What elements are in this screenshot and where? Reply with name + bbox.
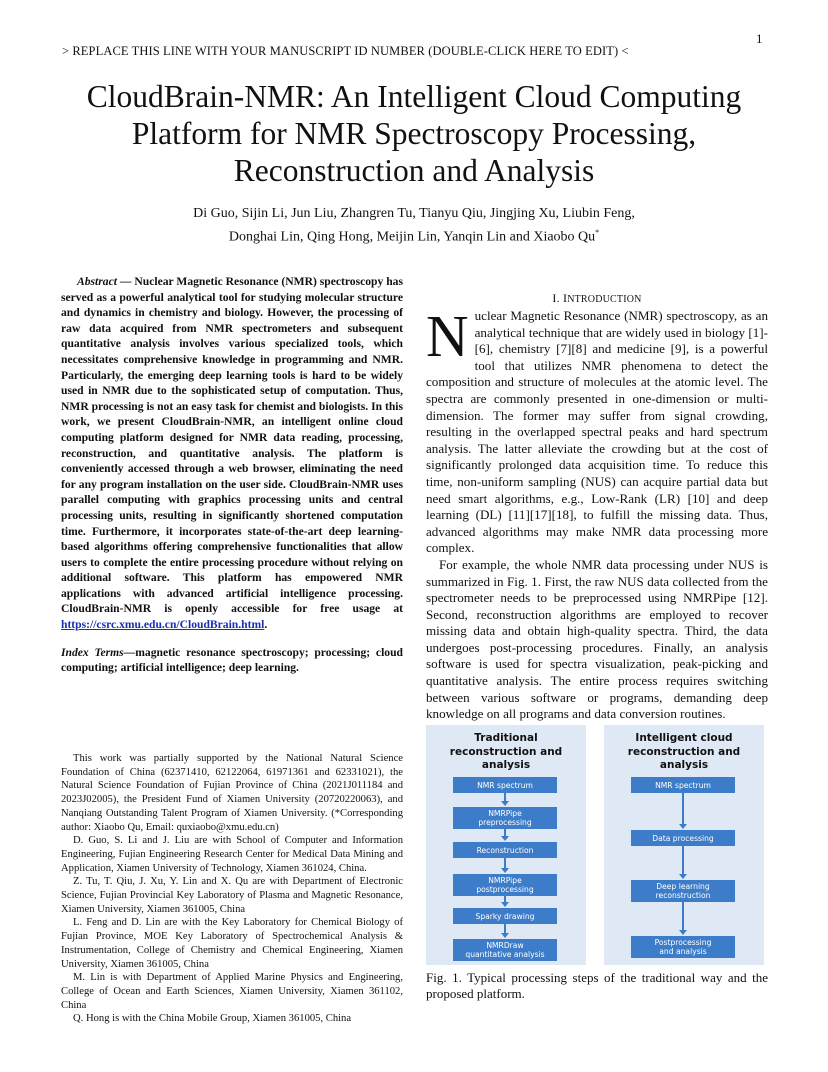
introduction-body — [426, 303, 768, 723]
corresponding-mark: * — [595, 228, 600, 237]
flow-step-label: Sparky drawing — [475, 911, 535, 921]
intro-paragraph — [426, 303, 768, 557]
abstract-end: . — [264, 618, 268, 632]
authors-line: Di Guo, Sijin Li, Jun Liu, Zhangren Tu, Tianyu Qiu, Jingjing Xu, Liubin Feng, — [193, 206, 635, 221]
flow-step-box — [631, 830, 735, 846]
flow-step-label: Postprocessing — [654, 938, 712, 947]
figure-1 — [426, 725, 768, 965]
flow-step-box — [453, 777, 557, 793]
flow-step-box — [453, 842, 557, 858]
flow-step-box — [453, 807, 557, 829]
flow-step-box — [453, 874, 557, 896]
panel-title-line: reconstruction and — [627, 745, 741, 758]
flow-arrow — [504, 896, 506, 903]
abstract — [61, 274, 403, 633]
footnotes — [61, 752, 403, 1026]
abstract-dash: — — [116, 275, 135, 288]
panel-title-line: reconstruction and — [449, 745, 563, 758]
flow-arrow — [504, 793, 506, 802]
flow-step-label: postprocessing — [476, 885, 534, 894]
section-title: NTRODUCTION — [567, 294, 642, 305]
section-numeral: I. — [552, 291, 563, 305]
footnote-affiliation: D. Guo, S. Li and J. Liu are with School of Computer and Information Engineering, Fujian Engineering Research Center for Medical Data Mining and Application, Xiamen University of Technology, Xiamen 361024, China. — [61, 835, 403, 874]
flow-arrow — [682, 846, 684, 875]
title-line: CloudBrain-NMR: An Intelligent Cloud Computing — [86, 79, 742, 114]
intro-paragraph-2: For example, the whole NMR data processing under NUS is summarized in Fig. 1. First, the raw NUS data collected from the spectrometer needs to be preprocessed using NMRPipe [12]. Second, reconstruction algorithms are employed to recover missing data and obtain high-quality spectra. Third, the data undergoes post-processing procedures. Finally, an analysis software is used for spectra visualization, peak-picking and quantitative analysis. The entire process requires switching between various software or programs, demanding deep knowledge on all programs and data conversion routines. — [426, 556, 768, 722]
panel-title-line: analysis — [659, 759, 709, 771]
flow-step-label: Data processing — [652, 833, 714, 843]
authors-line-2 — [90, 223, 738, 247]
left-column — [61, 274, 403, 676]
flow-step-label: preprocessing — [478, 818, 532, 827]
flow-arrow — [504, 858, 506, 869]
footnote-affiliation: Q. Hong is with the China Mobile Group, Xiamen 361005, China — [73, 1013, 352, 1025]
flow-step-box — [453, 908, 557, 924]
manuscript-header: > REPLACE THIS LINE WITH YOUR MANUSCRIPT ID NUMBER (DOUBLE-CLICK HERE TO EDIT) < — [62, 44, 629, 58]
drop-cap: N — [426, 303, 469, 369]
page-number: 1 — [756, 31, 763, 46]
abstract-label: Abstract — [77, 275, 117, 288]
flow-step-label: quantitative analysis — [465, 950, 545, 959]
flow-arrow — [682, 902, 684, 931]
index-terms-text: —magnetic resonance spectroscopy; processing; cloud computing; artificial intelligence; deep learning. — [61, 645, 403, 675]
flow-step-box — [631, 777, 735, 793]
traditional-panel — [426, 725, 586, 965]
footnote-affiliation: M. Lin is with Department of Applied Marine Physics and Engineering, College of Ocean and Earth Sciences, Xiamen University, Xiamen 361102, China — [61, 972, 403, 1011]
footnote-affiliation: Z. Tu, T. Qiu, J. Xu, Y. Lin and X. Qu are with Department of Electronic Science, Fujian Provincial Key Laboratory of Plasma and Magnetic Resonance, Xiamen University, Xiamen 361005, China — [61, 876, 403, 915]
flow-step-box — [631, 936, 735, 958]
panel-title-line: analysis — [481, 759, 531, 771]
panel-title-line: Traditional — [474, 732, 538, 744]
abstract-text: Nuclear Magnetic Resonance (NMR) spectroscopy has served as a powerful analytical tool for studying molecular structure and dynamics in chemistry and biology. However, the processing of raw data acquired from NMR spectrometers and subsequent quantitative analysis involves various specialized tools, which necessitates comprehensive knowledge in programming and NMR. Particularly, the emerging deep learning tools is hard to be widely used in NMR due to the sophisticated setup of computation. Thus, NMR processing is not an easy task for chemist and biologists. In this work, we present CloudBrain-NMR, an intelligent online cloud computing platform designed for NMR data reading, processing, reconstruction, and quantitative analysis. The platform is conveniently accessed through a web browser, eliminating the need for any program installation on the user side. CloudBrain-NMR uses parallel computing with graphics processing units and central processing units, resulting in significantly shortened computation time. Furthermore, it incorporates state-of-the-art deep learning-based algorithms offering comprehensive functionalities that allow users to complete the entire processing procedure without relying on additional software. This platform has empowered NMR applications with advanced artificial intelligence processing. CloudBrain-NMR is openly accessible for free usage at — [61, 275, 403, 616]
panel-title-line: Intelligent cloud — [635, 732, 733, 744]
intelligent-cloud-panel — [604, 725, 764, 965]
intro-paragraph-text: uclear Magnetic Resonance (NMR) spectroscopy, as an analytical technique that are widely used in biology [1]-[6], chemistry [7][8] and medicine [9], is a powerful tool that utilizes NMR phenomena to detect the composition and structure of molecules at the atomic level. The spectra are commonly presented in one-dimension or multi-dimension. The former may suffer from signal crowding, resulting in the overlapped spectral peaks and hard spectrum analysis. The latter alleviate the crowding but at the cost of significantly prolonged data acquisition time. To reduce this time, non-uniform sampling (NUS) can acquire partial data but need smart algorithms, e.g., Low-Rank (LR) [10] and deep learning (DL) [11][17][18], to fulfill the missing data. Thus, advanced algorithms may make NMR data processing more complex. — [426, 308, 768, 556]
index-terms — [61, 645, 403, 676]
title-line: Platform for NMR Spectroscopy Processing, — [131, 116, 697, 151]
flow-step-label: reconstruction — [655, 891, 711, 900]
flow-step-label: NMRDraw — [486, 941, 524, 950]
flow-step-box — [453, 939, 557, 961]
flow-step-label: NMR spectrum — [477, 780, 533, 790]
flow-arrow — [504, 829, 506, 837]
author-list — [90, 204, 738, 247]
cloud-panel-title — [604, 732, 764, 773]
flow-step-box — [631, 880, 735, 902]
figure-caption: Fig. 1. Typical processing steps of the traditional way and the proposed platform. — [426, 970, 768, 1001]
footnote-funding: This work was partially supported by the National Natural Science Foundation of China (62371410, 62122064, 61971361 and 62331021), the Natural Science Foundation of Fujian Province of China (2021J011184 and 2023J02005), the President Fund of Xiamen University (20720220063), and Nanqiang Outstanding Talent Program of Xiamen University. (*Corresponding author: Xiaobo Qu, Email: quxiaobo@xmu.edu.cn) — [61, 753, 403, 833]
platform-link[interactable]: https://csrc.xmu.edu.cn/CloudBrain.html — [61, 618, 265, 632]
flow-step-label: Deep learning — [656, 882, 710, 891]
flow-step-label: and analysis — [659, 947, 707, 956]
footnote-affiliation: L. Feng and D. Lin are with the Key Laboratory for Chemical Biology of Fujian Province, MOE Key Laboratory of Spectrochemical Analysis & Instrumentation, College of Chemistry and Chemical Engineering, Xiamen University, Xiamen 361005, China — [61, 917, 403, 970]
section-initial: I — [562, 291, 568, 305]
flow-arrow — [682, 793, 684, 825]
flow-step-label: NMR spectrum — [655, 780, 711, 790]
flow-arrow — [504, 924, 506, 934]
traditional-panel-title — [426, 732, 586, 773]
flow-step-label: NMRPipe — [488, 809, 522, 818]
title-line: Reconstruction and Analysis — [233, 153, 595, 188]
section-heading — [426, 291, 768, 306]
index-terms-label: Index Terms — [61, 645, 124, 659]
paper-title — [40, 78, 788, 189]
flow-step-label: Reconstruction — [476, 845, 534, 855]
flow-step-label: NMRPipe — [488, 876, 522, 885]
authors-line: Donghai Lin, Qing Hong, Meijin Lin, Yanqin Lin and Xiaobo Qu — [228, 229, 596, 245]
